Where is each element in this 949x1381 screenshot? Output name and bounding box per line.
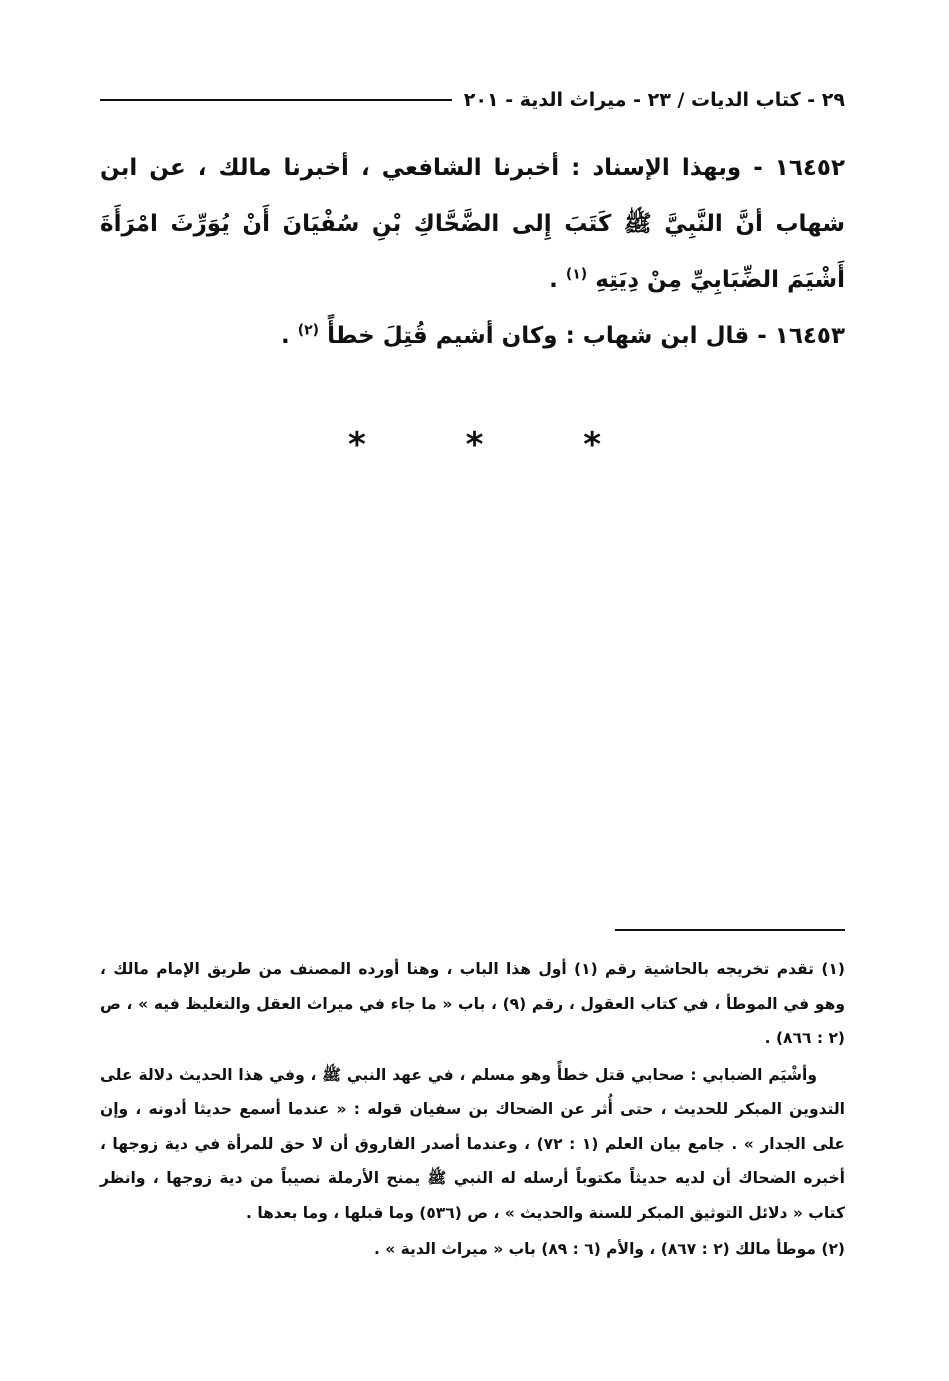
footnote-rule <box>615 929 845 931</box>
footnote-ref[interactable]: (٢) <box>297 322 320 339</box>
running-title: ٢٩ - كتاب الديات / ٢٣ - ميراث الدية - ٢٠١ <box>463 89 845 111</box>
footnote-1-commentary: وأشْيَم الضبابي : صحابي قتل خطأً وهو مسلم ، في عهد النبي ﷺ ، وفي هذا الحديث دلالة على التدوين المبكر للحديث ، حتى أُثر عن الضحاك بن سفيان قوله : « عندما أسمع حديثا أدونه ، وإن على الجدار » . جامع بيان العلم (١ : ٧٢) ، وعندما أصدر الفاروق أن لا حق للمرأة في دية زوجها ، أخبره الضحاك أن لديه حديثاً مكتوباً أرسله له النبي ﷺ يمنح الأرملة نصيباً من دية زوجها ، وانظر كتاب « دلائل التوثيق المبكر للسنة والحديث » ، ص (٥٣٦) وما قبلها ، وما بعدها . <box>100 1065 845 1222</box>
footnotes <box>100 952 845 1269</box>
section-separator: * * * <box>347 425 645 465</box>
hadith-16453 <box>100 308 845 364</box>
footnote-2: (٢) موطأ مالك (٢ : ٨٦٧) ، والأم (٦ : ٨٩) باب « ميراث الدية » . <box>373 1240 845 1258</box>
hadith-end: . <box>280 323 298 349</box>
footnote-ref[interactable]: (١) <box>565 266 588 283</box>
header-rule <box>100 99 452 101</box>
hadith-16452 <box>100 140 845 308</box>
hadith-text: ١٦٤٥٢ - وبهذا الإسناد : أخبرنا الشافعي ، أخبرنا مالك ، عن ابن شهاب أنَّ النَّبِيَّ ﷺ كَتَبَ إِلى الضَّحَّاكِ بْنِ سُفْيَانَ أَنْ يُوَرِّثَ امْرَأَةَ أَشْيَمَ الضِّبَابِيِّ مِنْ دِيَتِهِ <box>100 155 845 293</box>
hadith-end: . <box>549 267 566 293</box>
main-text <box>100 140 845 364</box>
running-header <box>100 82 845 118</box>
hadith-text: ١٦٤٥٣ - قال ابن شهاب : وكان أشيم قُتِلَ خطأً <box>327 323 845 349</box>
footnote-1: (١) تقدم تخريجه بالحاشية رقم (١) أول هذا الباب ، وهنا أورده المصنف من طريق الإمام مالك ، وهو في الموطأ ، في كتاب العقول ، رقم (٩) ، باب « ما جاء في ميراث العقل والتغليظ فيه » ، ص (٢ : ٨٦٦) . <box>100 960 845 1047</box>
